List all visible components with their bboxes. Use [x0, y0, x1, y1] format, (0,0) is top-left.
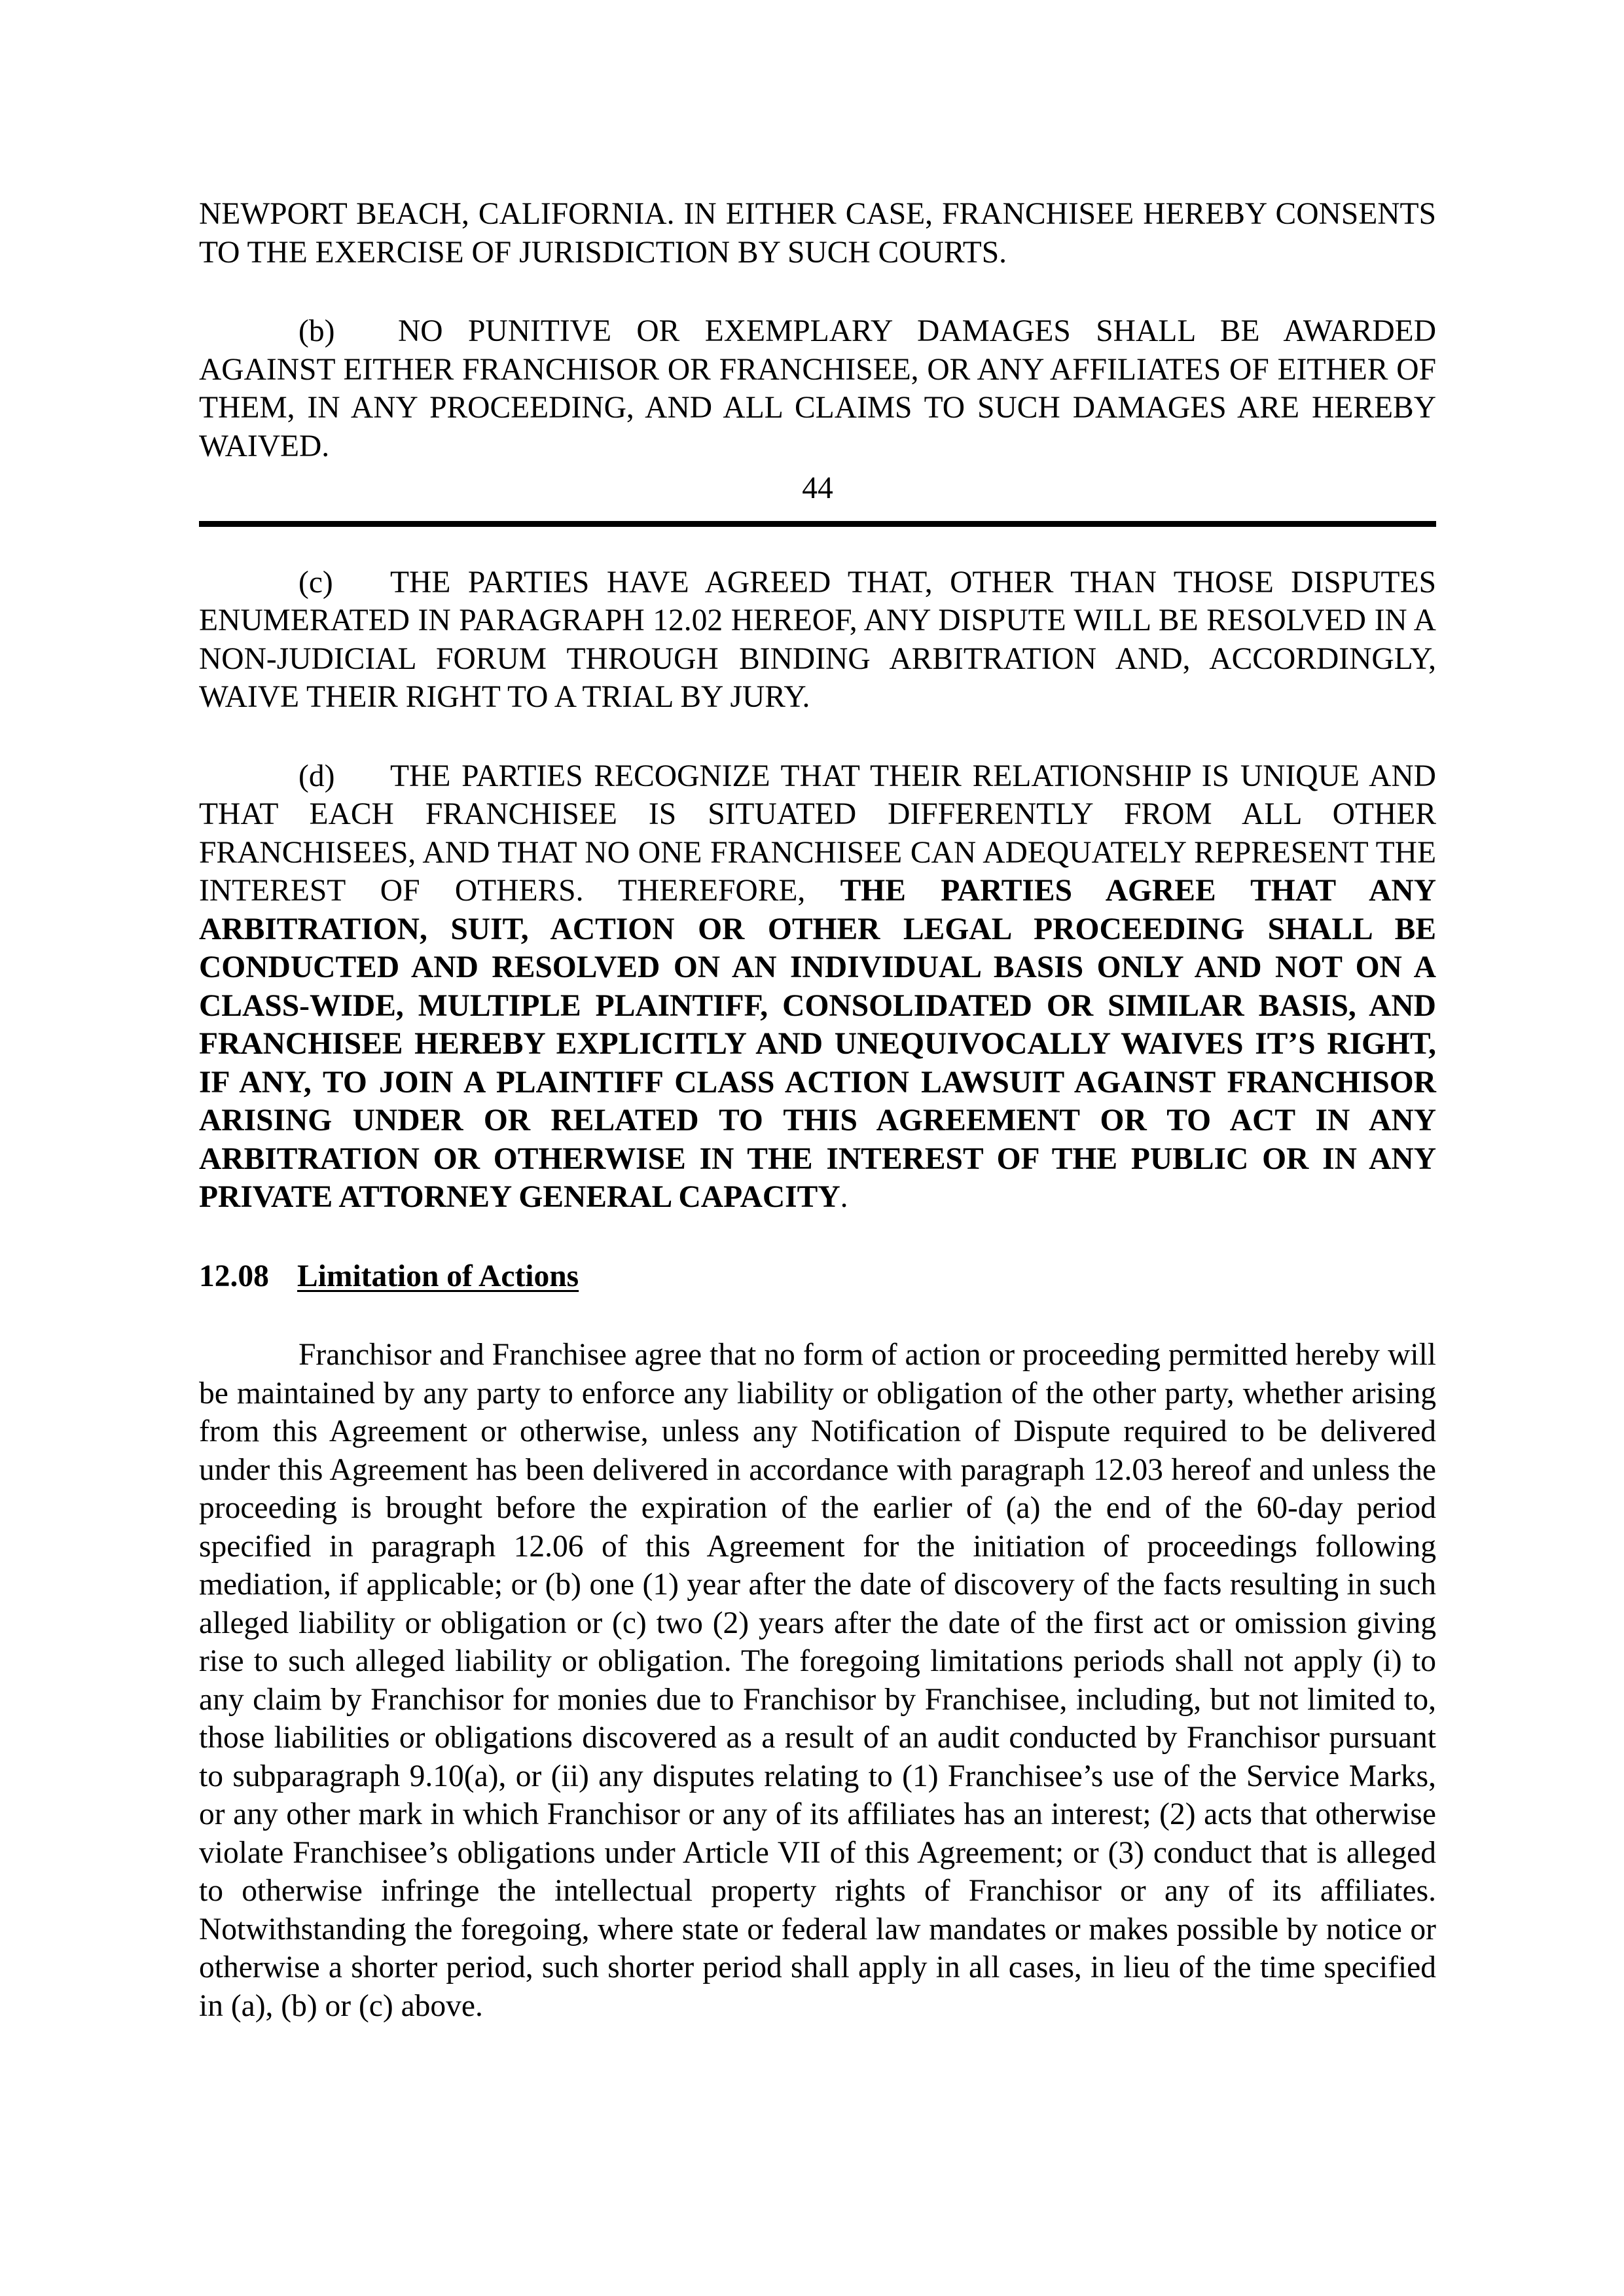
section-title: Limitation of Actions [297, 1259, 579, 1293]
section-heading-12-08 [199, 1257, 1436, 1296]
paragraph-jurisdiction-continued: NEWPORT BEACH, CALIFORNIA. IN EITHER CASE, FRANCHISEE HEREBY CONSENTS TO THE EXERCISE OF JURISDICTION BY SUCH COURTS. [199, 197, 1436, 270]
paragraph-d-bold-text: THE PARTIES AGREE THAT ANY ARBITRATION, SUIT, ACTION OR OTHER LEGAL PROCEEDING SHALL BE CONDUCTED AND RESOLVED ON AN INDIVIDUAL BASIS ONLY AND NOT ON A CLASS-WIDE, MULTIPLE PLAINTIFF, CONSOLIDATED OR SIMILAR BASIS, AND FRANCHISEE HEREBY EXPLICITLY AND UNEQUIVOCALLY WAIVES IT’S RIGHT, IF ANY, TO JOIN A PLAINTIFF CLASS ACTION LAWSUIT AGAINST FRANCHISOR ARISING UNDER OR RELATED TO THIS AGREEMENT OR TO ACT IN ANY ARBITRATION OR OTHERWISE IN THE INTEREST OF THE PUBLIC OR IN ANY PRIVATE ATTORNEY GENERAL CAPACITY [199, 874, 1436, 1214]
paragraph-c-label: (c) [298, 565, 333, 600]
paragraph-d-label: (d) [298, 759, 335, 793]
section-number: 12.08 [199, 1259, 269, 1293]
paragraph-d-end: . [840, 1180, 848, 1214]
section-12-08-body: Franchisor and Franchisee agree that no form of action or proceeding permitted hereby will be maintained by any party to enforce any liability or obligation of the other party, whether arising from this Agreement or otherwise, unless any Notification of Dispute required to be delivered under this Agreement has been delivered in accordance with paragraph 12.03 hereof and unless the proceeding is brought before the expiration of the earlier of (a) the end of the 60-day period specified in paragraph 12.06 of this Agreement for the initiation of proceedings following mediation, if applicable; or (b) one (1) year after the date of discovery of the facts resulting in such alleged liability or obligation or (c) two (2) years after the date of the first act or omission giving rise to such alleged liability or obligation. The foregoing limitations periods shall not apply (i) to any claim by Franchisor for monies due to Franchisor by Franchisee, including, but not limited to, those liabilities or obligations discovered as a result of an audit conducted by Franchisor pursuant to subparagraph 9.10(a), or (ii) any disputes relating to (1) Franchisee’s use of the Service Marks, or any other mark in which Franchisor or any of its affiliates has an interest; (2) acts that otherwise violate Franchisee’s obligations under Article VII of this Agreement; or (3) conduct that is alleged to otherwise infringe the intellectual property rights of Franchisor or any of its affiliates. Notwithstanding the foregoing, where state or federal law mandates or makes possible by notice or otherwise a shorter period, such shorter period shall apply in all cases, in lieu of the time specified in (a), (b) or (c) above. [199, 1338, 1436, 2023]
page-break-divider [199, 521, 1436, 527]
document-page [199, 195, 1436, 2025]
paragraph-d-class-action-waiver [199, 757, 1436, 1217]
paragraph-c-text: THE PARTIES HAVE AGREED THAT, OTHER THAN THOSE DISPUTES ENUMERATED IN PARAGRAPH 12.02 HEREOF, ANY DISPUTE WILL BE RESOLVED IN A NON-JUDICIAL FORUM THROUGH BINDING ARBITRATION AND, ACCORDINGLY, WAIVE THEIR RIGHT TO A TRIAL BY JURY. [199, 565, 1436, 714]
paragraph-b-text: NO PUNITIVE OR EXEMPLARY DAMAGES SHALL BE AWARDED AGAINST EITHER FRANCHISOR OR FRANCHISEE, OR ANY AFFILIATES OF EITHER OF THEM, IN ANY PROCEEDING, AND ALL CLAIMS TO SUCH DAMAGES ARE HEREBY WAIVED. [199, 314, 1436, 463]
paragraph-d-text: THE PARTIES RECOGNIZE THAT THEIR RELATIONSHIP IS UNIQUE AND THAT EACH FRANCHISEE IS SITUATED DIFFERENTLY FROM ALL OTHER FRANCHISEES, AND THAT NO ONE FRANCHISEE CAN ADEQUATELY REPRESENT THE INTEREST OF OTHERS. THEREFORE, [199, 759, 1436, 908]
paragraph-b-punitive-damages [199, 312, 1436, 465]
page-number: 44 [802, 471, 833, 505]
paragraph-b-label: (b) [298, 314, 335, 348]
paragraph-c-jury-waiver [199, 564, 1436, 717]
